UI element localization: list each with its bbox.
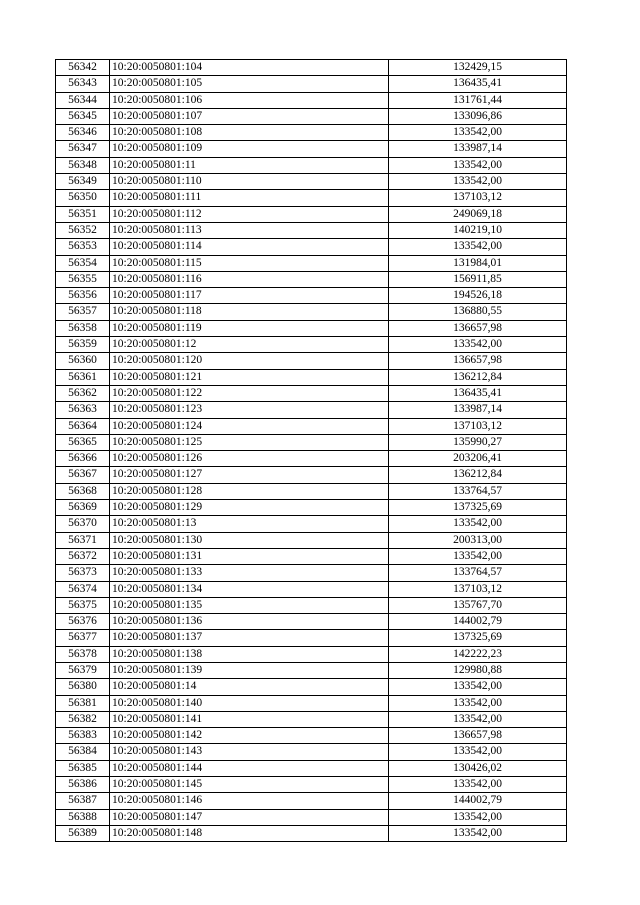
value-cell: 136657,98 [389,728,567,744]
table-row [56,695,567,711]
row-number-cell: 56386 [56,777,110,793]
cadastral-number-cell: 10:20:0050801:109 [110,141,389,157]
cadastral-number-cell: 10:20:0050801:141 [110,711,389,727]
row-number-cell: 56349 [56,174,110,190]
value-cell: 133542,00 [389,679,567,695]
row-number-cell: 56348 [56,157,110,173]
cadastral-number-cell: 10:20:0050801:14 [110,679,389,695]
table-row [56,744,567,760]
value-cell: 142222,23 [389,646,567,662]
table-row [56,320,567,336]
value-cell: 133542,00 [389,548,567,564]
table-row [56,304,567,320]
table-row [56,581,567,597]
table-row [56,60,567,76]
value-cell: 133096,86 [389,108,567,124]
cadastral-number-cell: 10:20:0050801:104 [110,60,389,76]
row-number-cell: 56388 [56,809,110,825]
cadastral-number-cell: 10:20:0050801:148 [110,825,389,841]
row-number-cell: 56347 [56,141,110,157]
table-row [56,434,567,450]
value-cell: 133542,00 [389,337,567,353]
row-number-cell: 56382 [56,711,110,727]
value-cell: 132429,15 [389,60,567,76]
cadastral-number-cell: 10:20:0050801:12 [110,337,389,353]
table-row [56,76,567,92]
row-number-cell: 56362 [56,385,110,401]
value-cell: 131984,01 [389,255,567,271]
row-number-cell: 56353 [56,239,110,255]
cadastral-number-cell: 10:20:0050801:147 [110,809,389,825]
table-row [56,108,567,124]
table-row [56,679,567,695]
cadastral-number-cell: 10:20:0050801:11 [110,157,389,173]
row-number-cell: 56369 [56,500,110,516]
table-row [56,451,567,467]
row-number-cell: 56385 [56,760,110,776]
row-number-cell: 56387 [56,793,110,809]
value-cell: 133542,00 [389,744,567,760]
row-number-cell: 56343 [56,76,110,92]
value-cell: 136435,41 [389,385,567,401]
cadastral-number-cell: 10:20:0050801:134 [110,581,389,597]
value-cell: 203206,41 [389,451,567,467]
table-row [56,500,567,516]
row-number-cell: 56342 [56,60,110,76]
cadastral-number-cell: 10:20:0050801:130 [110,532,389,548]
row-number-cell: 56356 [56,288,110,304]
table-row [56,239,567,255]
table-body [56,60,567,842]
value-cell: 133542,00 [389,157,567,173]
cadastral-number-cell: 10:20:0050801:136 [110,614,389,630]
table-row [56,190,567,206]
cadastral-number-cell: 10:20:0050801:135 [110,597,389,613]
table-row [56,711,567,727]
table-row [56,728,567,744]
table-row [56,467,567,483]
table-row [56,532,567,548]
row-number-cell: 56384 [56,744,110,760]
value-cell: 136212,84 [389,467,567,483]
row-number-cell: 56357 [56,304,110,320]
value-cell: 136657,98 [389,353,567,369]
cadastral-number-cell: 10:20:0050801:125 [110,434,389,450]
cadastral-number-cell: 10:20:0050801:121 [110,369,389,385]
table-row [56,630,567,646]
table-row [56,385,567,401]
cadastral-number-cell: 10:20:0050801:137 [110,630,389,646]
cadastral-number-cell: 10:20:0050801:145 [110,777,389,793]
value-cell: 140219,10 [389,222,567,238]
row-number-cell: 56379 [56,662,110,678]
cadastral-number-cell: 10:20:0050801:117 [110,288,389,304]
value-cell: 133542,00 [389,174,567,190]
cadastral-number-cell: 10:20:0050801:128 [110,483,389,499]
cadastral-number-cell: 10:20:0050801:114 [110,239,389,255]
cadastral-number-cell: 10:20:0050801:138 [110,646,389,662]
cadastral-number-cell: 10:20:0050801:108 [110,125,389,141]
value-cell: 129980,88 [389,662,567,678]
cadastral-number-cell: 10:20:0050801:146 [110,793,389,809]
value-cell: 133542,00 [389,825,567,841]
table-row [56,809,567,825]
row-number-cell: 56354 [56,255,110,271]
cadastral-number-cell: 10:20:0050801:105 [110,76,389,92]
table-row [56,92,567,108]
value-cell: 133542,00 [389,711,567,727]
row-number-cell: 56383 [56,728,110,744]
value-cell: 133542,00 [389,125,567,141]
cadastral-number-cell: 10:20:0050801:127 [110,467,389,483]
table-row [56,516,567,532]
cadastral-number-cell: 10:20:0050801:106 [110,92,389,108]
cadastral-number-cell: 10:20:0050801:111 [110,190,389,206]
table-row [56,369,567,385]
row-number-cell: 56359 [56,337,110,353]
cadastral-number-cell: 10:20:0050801:122 [110,385,389,401]
row-number-cell: 56376 [56,614,110,630]
cadastral-number-cell: 10:20:0050801:124 [110,418,389,434]
value-cell: 130426,02 [389,760,567,776]
row-number-cell: 56381 [56,695,110,711]
data-table [55,59,567,842]
table-row [56,760,567,776]
row-number-cell: 56350 [56,190,110,206]
row-number-cell: 56380 [56,679,110,695]
row-number-cell: 56374 [56,581,110,597]
row-number-cell: 56373 [56,565,110,581]
cadastral-number-cell: 10:20:0050801:142 [110,728,389,744]
row-number-cell: 56346 [56,125,110,141]
value-cell: 133764,57 [389,565,567,581]
value-cell: 136880,55 [389,304,567,320]
row-number-cell: 56366 [56,451,110,467]
cadastral-number-cell: 10:20:0050801:115 [110,255,389,271]
cadastral-number-cell: 10:20:0050801:110 [110,174,389,190]
value-cell: 136657,98 [389,320,567,336]
table-row [56,288,567,304]
row-number-cell: 56365 [56,434,110,450]
table-row [56,548,567,564]
cadastral-number-cell: 10:20:0050801:133 [110,565,389,581]
cadastral-number-cell: 10:20:0050801:13 [110,516,389,532]
table-row [56,402,567,418]
table-row [56,418,567,434]
value-cell: 249069,18 [389,206,567,222]
value-cell: 137103,12 [389,418,567,434]
cadastral-number-cell: 10:20:0050801:129 [110,500,389,516]
row-number-cell: 56370 [56,516,110,532]
row-number-cell: 56358 [56,320,110,336]
row-number-cell: 56351 [56,206,110,222]
value-cell: 156911,85 [389,271,567,287]
cadastral-number-cell: 10:20:0050801:107 [110,108,389,124]
value-cell: 144002,79 [389,793,567,809]
table-row [56,271,567,287]
table-row [56,662,567,678]
value-cell: 133764,57 [389,483,567,499]
table-row [56,646,567,662]
cadastral-number-cell: 10:20:0050801:143 [110,744,389,760]
table-row [56,825,567,841]
cadastral-number-cell: 10:20:0050801:126 [110,451,389,467]
row-number-cell: 56361 [56,369,110,385]
row-number-cell: 56352 [56,222,110,238]
cadastral-number-cell: 10:20:0050801:123 [110,402,389,418]
table-row [56,777,567,793]
row-number-cell: 56360 [56,353,110,369]
row-number-cell: 56377 [56,630,110,646]
cadastral-number-cell: 10:20:0050801:144 [110,760,389,776]
value-cell: 133542,00 [389,695,567,711]
value-cell: 133542,00 [389,239,567,255]
row-number-cell: 56371 [56,532,110,548]
row-number-cell: 56367 [56,467,110,483]
cadastral-number-cell: 10:20:0050801:140 [110,695,389,711]
table-row [56,174,567,190]
row-number-cell: 56363 [56,402,110,418]
row-number-cell: 56368 [56,483,110,499]
value-cell: 135990,27 [389,434,567,450]
value-cell: 137103,12 [389,190,567,206]
value-cell: 194526,18 [389,288,567,304]
row-number-cell: 56372 [56,548,110,564]
cadastral-number-cell: 10:20:0050801:119 [110,320,389,336]
table-row [56,483,567,499]
table-row [56,255,567,271]
value-cell: 200313,00 [389,532,567,548]
value-cell: 135767,70 [389,597,567,613]
cadastral-number-cell: 10:20:0050801:116 [110,271,389,287]
row-number-cell: 56345 [56,108,110,124]
table-row [56,614,567,630]
value-cell: 133987,14 [389,141,567,157]
cadastral-number-cell: 10:20:0050801:113 [110,222,389,238]
value-cell: 137325,69 [389,630,567,646]
row-number-cell: 56378 [56,646,110,662]
row-number-cell: 56344 [56,92,110,108]
table-row [56,157,567,173]
table-row [56,337,567,353]
table-row [56,206,567,222]
value-cell: 136212,84 [389,369,567,385]
row-number-cell: 56364 [56,418,110,434]
table-row [56,141,567,157]
cadastral-number-cell: 10:20:0050801:139 [110,662,389,678]
value-cell: 133542,00 [389,809,567,825]
cadastral-number-cell: 10:20:0050801:120 [110,353,389,369]
row-number-cell: 56355 [56,271,110,287]
table-row [56,597,567,613]
value-cell: 137325,69 [389,500,567,516]
value-cell: 133987,14 [389,402,567,418]
table-row [56,125,567,141]
value-cell: 137103,12 [389,581,567,597]
table-row [56,222,567,238]
table-row [56,353,567,369]
value-cell: 133542,00 [389,777,567,793]
value-cell: 131761,44 [389,92,567,108]
row-number-cell: 56389 [56,825,110,841]
table-row [56,565,567,581]
table-row [56,793,567,809]
value-cell: 133542,00 [389,516,567,532]
cadastral-number-cell: 10:20:0050801:112 [110,206,389,222]
row-number-cell: 56375 [56,597,110,613]
value-cell: 136435,41 [389,76,567,92]
cadastral-number-cell: 10:20:0050801:118 [110,304,389,320]
value-cell: 144002,79 [389,614,567,630]
cadastral-number-cell: 10:20:0050801:131 [110,548,389,564]
